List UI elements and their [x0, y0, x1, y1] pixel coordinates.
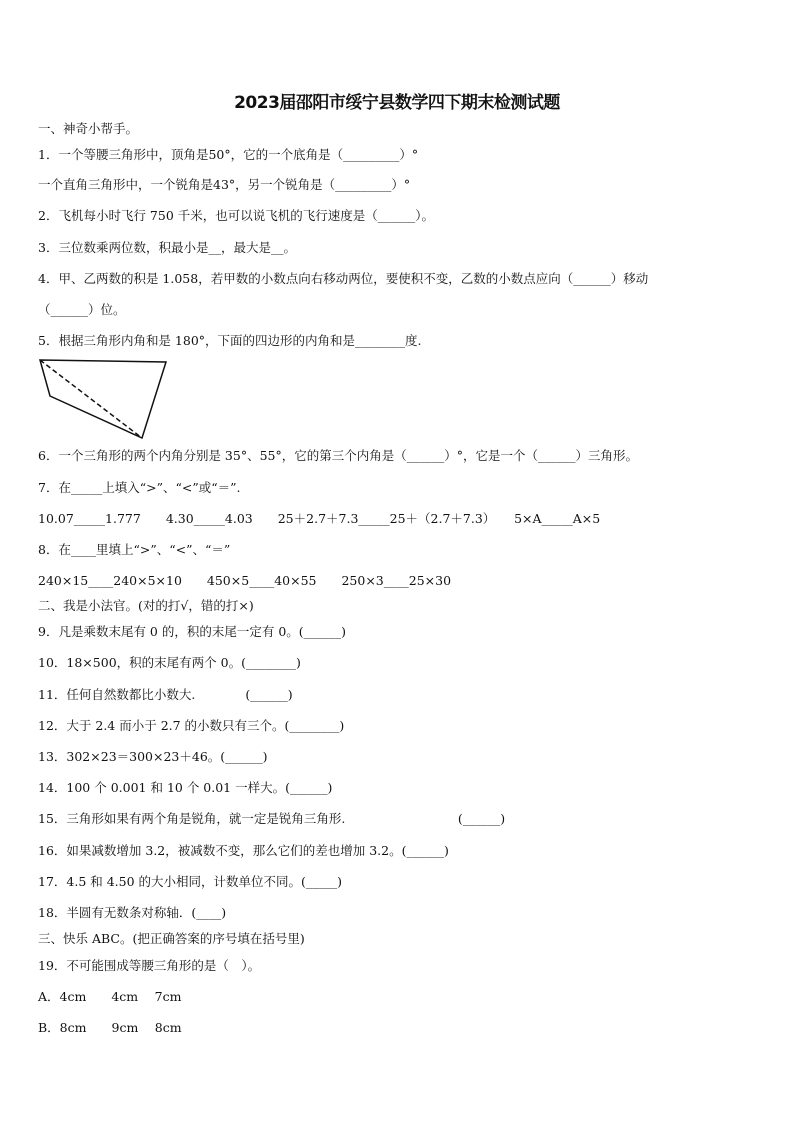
question-6: 6．一个三角形的两个内角分别是 35°、55°，它的第三个内角是（______）°，它是一个（______）三角形。	[38, 448, 638, 463]
question-12: 12．大于 2.4 而小于 2.7 的小数只有三个。(________)	[38, 718, 345, 733]
question-7: 7．在_____上填入“>”、“<”或“＝”.	[38, 480, 241, 495]
question-17: 17．4.5 和 4.50 的大小相同，计数单位不同。(_____)	[38, 874, 343, 889]
question-3: 3．三位数乘两位数，积最小是__，最大是__。	[38, 240, 296, 255]
question-5: 5．根据三角形内角和是 180°，下面的四边形的内角和是________度.	[38, 333, 422, 348]
question-1: 1．一个等腰三角形中，顶角是50°，它的一个底角是（_________）°	[38, 147, 419, 162]
question-4: 4．甲、乙两数的积是 1.058，若甲数的小数点向右移动两位，要使积不变，乙数的小数点应向（______）移动	[38, 271, 649, 286]
question-16: 16．如果减数增加 3.2，被减数不变，那么它们的差也增加 3.2。(______)	[38, 843, 449, 858]
question-9: 9．凡是乘数末尾有 0 的，积的末尾一定有 0。(______)	[38, 624, 347, 639]
page-title: 2023届邵阳市绥宁县数学四下期末检测试题	[234, 93, 560, 113]
option-b: B．8cm 9cm 8cm	[38, 1020, 182, 1035]
question-8-items: 240×15____240×5×10 450×5____40×55 250×3____25×30	[38, 573, 452, 588]
question-11: 11．任何自然数都比小数大. (______)	[38, 687, 293, 702]
question-7-items: 10.07_____1.777 4.30_____4.03 25＋2.7＋7.3_____25＋（2.7＋7.3） 5×A_____A×5	[38, 511, 601, 526]
question-19: 19．不可能围成等腰三角形的是（ ）。	[38, 958, 261, 973]
question-14: 14．100 个 0.001 和 10 个 0.01 一样大。(______)	[38, 780, 333, 795]
question-1b: 一个直角三角形中，一个锐角是43°，另一个锐角是（_________）°	[38, 177, 411, 192]
question-13: 13．302×23＝300×23＋46。(______)	[38, 749, 268, 764]
question-10: 10．18×500，积的末尾有两个 0。(________)	[38, 655, 301, 670]
section-heading-3: 三、快乐 ABC。(把正确答案的序号填在括号里)	[38, 931, 305, 946]
question-18: 18．半圆有无数条对称轴．(____)	[38, 905, 227, 920]
question-4-cont: （______）位。	[38, 302, 126, 317]
quadrilateral-figure	[38, 358, 170, 442]
question-2: 2．飞机每小时飞行 750 千米，也可以说飞机的飞行速度是（______）。	[38, 208, 435, 223]
section-heading-1: 一、神奇小帮手。	[38, 121, 139, 136]
option-a: A．4cm 4cm 7cm	[38, 989, 182, 1004]
section-heading-2: 二、我是小法官。(对的打√，错的打×)	[38, 598, 254, 613]
question-8: 8．在____里填上“>”、“<”、“＝”	[38, 542, 231, 557]
question-15: 15．三角形如果有两个角是锐角，就一定是锐角三角形. (______)	[38, 811, 506, 826]
